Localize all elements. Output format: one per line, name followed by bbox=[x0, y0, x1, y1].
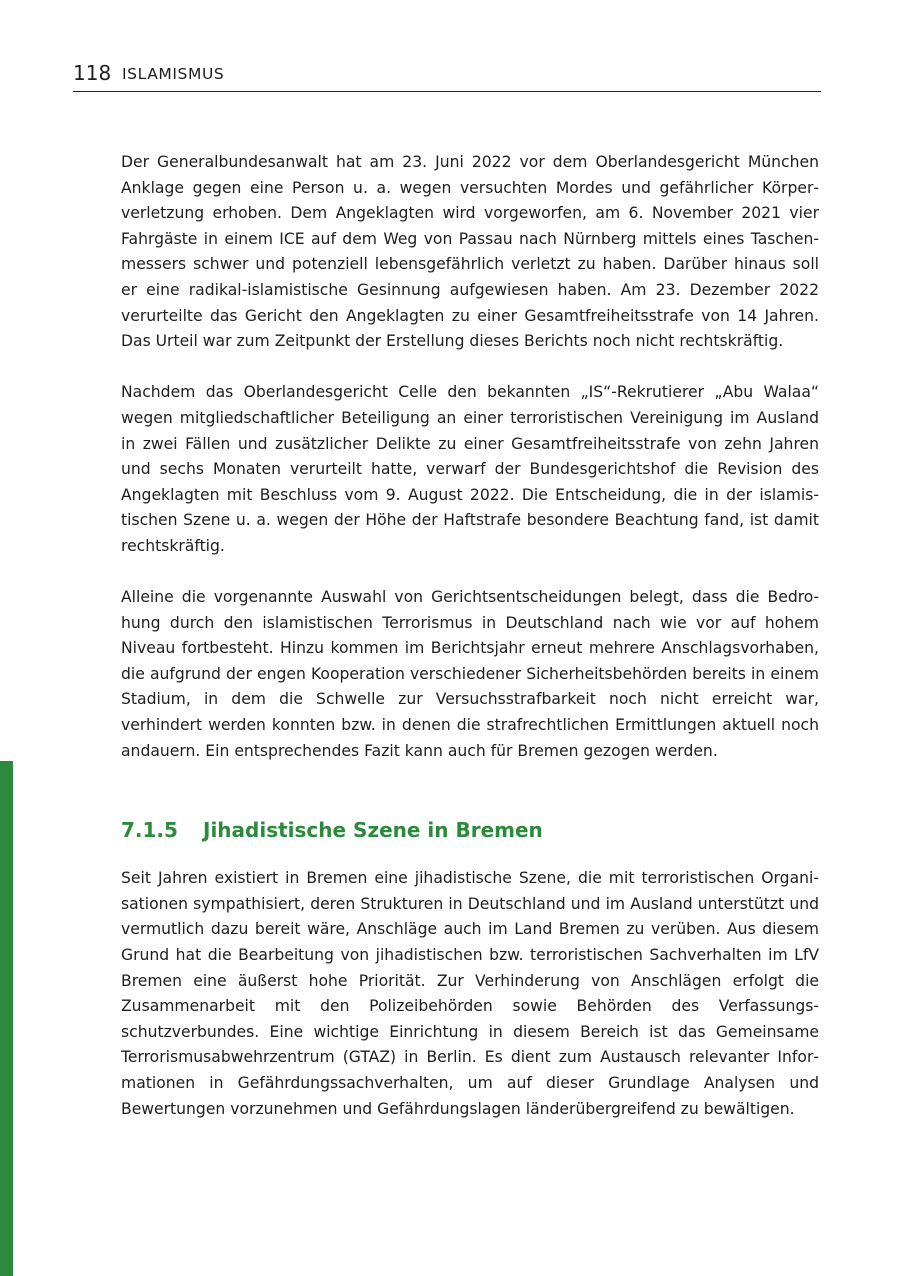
green-margin-bar bbox=[0, 761, 13, 1276]
paragraph-2: Nachdem das Oberlandesgericht Celle den bekannten „IS“-Rekrutierer „Abu Walaa“ wegen mitgliedschaftlicher Beteiligung an einer terroristischen Vereinigung im Ausland in zwei Fällen und zusätzlicher Delikte zu einer Gesamtfreiheitsstrafe von zehn Jahren und sechs Monaten verurteilt hatte, verwarf der Bundesgerichtshof die Revision des Angeklagten mit Beschluss vom 9. August 2022. Die Entscheidung, die in der islamistischen Szene u. a. wegen der Höhe der Haftstrafe besondere Beachtung fand, ist damit rechtskräftig. bbox=[121, 383, 819, 555]
paragraph-3: Alleine die vorgenannte Auswahl von Gerichtsentscheidungen belegt, dass die Bedrohung durch den islamistischen Terrorismus in Deutschland nach wie vor auf hohem Niveau fortbesteht. Hinzu kommen im Berichtsjahr erneut mehrere Anschlagsvorhaben, die aufgrund der engen Kooperation verschiedener Sicherheitsbehörden bereits in einem Stadium, in dem die Schwelle zur Versuchsstrafbarkeit noch nicht erreicht war, verhindert werden konnten bzw. in denen die strafrechtlichen Ermittlungen aktuell noch andauern. Ein entsprechendes Fazit kann auch für Bremen gezogen werden. bbox=[121, 588, 819, 760]
page-header bbox=[73, 60, 821, 92]
paragraph-1: Der Generalbundesanwalt hat am 23. Juni 2022 vor dem Oberlandesgericht München Anklage gegen eine Person u. a. wegen versuchten Mordes und gefährlicher Körperverletzung erhoben. Dem Angeklagten wird vorgeworfen, am 6. November 2021 vier Fahrgäste in einem ICE auf dem Weg von Passau nach Nürnberg mittels eines Taschenmessers schwer und potenziell lebensgefährlich verletzt zu haben. Darüber hinaus soll er eine radikal-islamistische Gesinnung aufgewiesen haben. Am 23. Dezember 2022 verurteilte das Gericht den Angeklagten zu einer Gesamtfreiheitsstrafe von 14 Jahren. Das Urteil war zum Zeitpunkt der Erstellung dieses Berichts noch nicht rechtskräftig. bbox=[121, 153, 819, 351]
section-paragraph: Seit Jahren existiert in Bremen eine jihadistische Szene, die mit terroristischen Organisationen sympathisiert, deren Strukturen in Deutschland und im Ausland unterstützt und vermutlich dazu bereit wäre, Anschläge auch im Land Bremen zu verüben. Aus diesem Grund hat die Bearbeitung von jihadistischen bzw. terroristischen Sachverhalten im LfV Bremen eine äußerst hohe Priorität. Zur Verhinderung von Anschlägen erfolgt die Zusammenarbeit mit den Polizeibehörden sowie Behörden des Verfassungsschutzverbundes. Eine wichtige Einrichtung in diesem Bereich ist das Gemeinsame Terrorismusabwehrzentrum (GTAZ) in Berlin. Es dient zum Austausch relevanter Informationen in Gefährdungssachverhalten, um auf dieser Grundlage Analysen und Bewertungen vorzunehmen und Gefährdungslagen länderübergreifend zu bewältigen. bbox=[121, 869, 819, 1118]
page-number: 118 bbox=[73, 61, 112, 85]
page-content bbox=[121, 150, 819, 1122]
running-title: ISLAMISMUS bbox=[122, 65, 225, 83]
section-number: 7.1.5 bbox=[121, 818, 178, 843]
section-heading bbox=[121, 816, 819, 844]
section-title: Jihadistische Szene in Bremen bbox=[203, 818, 543, 843]
